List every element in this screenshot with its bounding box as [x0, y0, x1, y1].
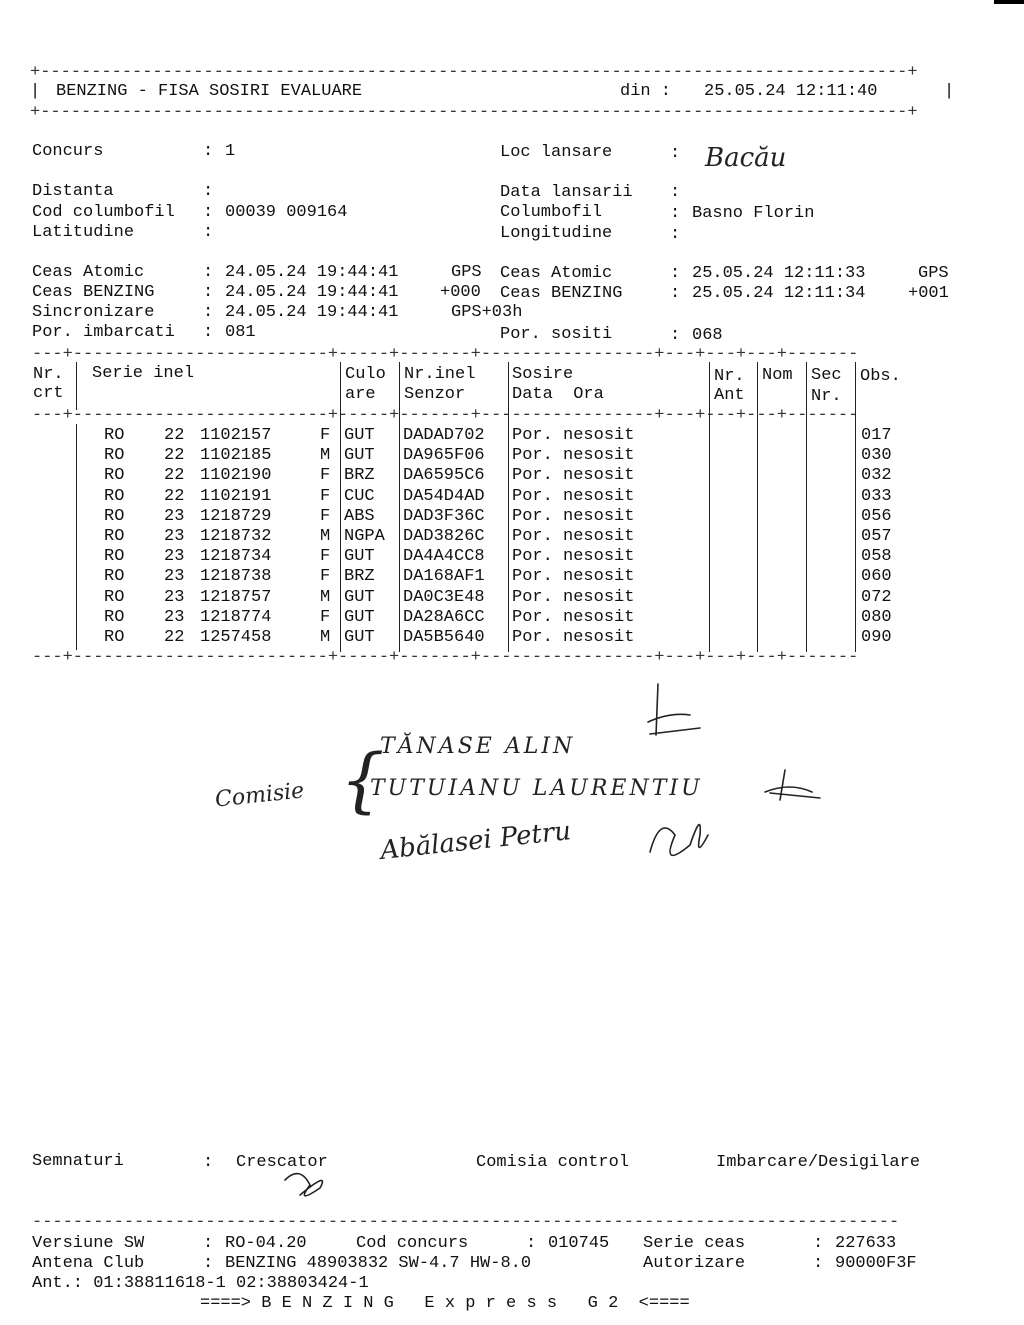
- colon: :: [813, 1234, 824, 1253]
- col-header-sec-nr: Nr.: [811, 387, 842, 406]
- colon: :: [526, 1234, 537, 1253]
- cell-sensor: DA5B5640: [403, 628, 485, 647]
- cell-status: Por. nesosit: [512, 527, 635, 546]
- colon: :: [203, 223, 214, 242]
- concurs-value: 1: [225, 142, 236, 161]
- clock-left-value: 24.05.24 19:44:41: [225, 263, 399, 282]
- cell-sensor: DA54D4AD: [403, 486, 485, 506]
- cell-year: 23: [164, 527, 185, 546]
- cell-sex: F: [320, 547, 331, 567]
- colon: :: [203, 182, 214, 201]
- cell-color: ABS: [344, 506, 375, 526]
- loc-lansare-label: Loc lansare: [500, 143, 613, 162]
- colon: :: [203, 203, 214, 222]
- header-border-top: +-------------------------------------------------------------------------------------+: [30, 63, 918, 82]
- cell-sex: M: [320, 527, 331, 546]
- cell-color: GUT: [344, 587, 375, 607]
- cell-status: Por. nesosit: [512, 506, 635, 526]
- cell-color: GUT: [344, 547, 375, 567]
- signature-3: [650, 825, 708, 856]
- cell-year: 22: [164, 466, 185, 486]
- handwritten-name-1: TĂNASE ALIN: [380, 734, 576, 759]
- clock-left-value: 24.05.24 19:44:41: [225, 303, 399, 322]
- signature-crescator: [285, 1174, 323, 1196]
- col-header-nr: Nr.: [33, 365, 64, 384]
- cell-sensor: DADAD702: [403, 426, 485, 445]
- cell-color: CUC: [344, 486, 375, 506]
- signature-2: [765, 770, 820, 800]
- cell-country: RO: [104, 547, 125, 567]
- cell-sex: F: [320, 486, 331, 506]
- cell-status: Por. nesosit: [512, 466, 635, 486]
- cell-country: RO: [104, 587, 125, 607]
- colon: :: [670, 204, 681, 223]
- cell-year: 23: [164, 547, 185, 567]
- cell-color: GUT: [344, 426, 375, 445]
- cell-status: Por. nesosit: [512, 446, 635, 466]
- col-header-data-ora: Data Ora: [512, 385, 604, 404]
- clock-right-label: Ceas BENZING: [500, 284, 623, 303]
- handwritten-name-3: Abălasei Petru: [378, 816, 573, 866]
- handwritten-name-2: TUTUIANU LAURENTIU: [370, 776, 703, 801]
- cell-country: RO: [104, 486, 125, 506]
- cell-sensor: DA0C3E48: [403, 587, 485, 607]
- colon: :: [203, 142, 214, 161]
- clock-left-suffix: +000: [440, 283, 481, 302]
- handwritten-brace: {: [340, 739, 385, 821]
- col-header-ant: Ant: [714, 386, 745, 405]
- cell-obs: 060: [861, 567, 892, 587]
- header-bar-left: |: [30, 82, 41, 101]
- col-header-serie-inel: Serie inel: [92, 364, 195, 383]
- cod-concurs-value: 010745: [548, 1234, 610, 1253]
- table-rule-bottom: ---+-------------------------+-----+-------+-----------------+---+---+---+-------: [32, 648, 859, 667]
- versiune-label: Versiune SW: [32, 1234, 145, 1253]
- columbofil-value: Basno Florin: [692, 204, 815, 223]
- comisia-control-label: Comisia control: [476, 1153, 630, 1172]
- cell-year: 22: [164, 426, 185, 445]
- cell-obs: 017: [861, 426, 892, 445]
- signature-1: [648, 684, 700, 735]
- columbofil-label: Columbofil: [500, 203, 603, 222]
- col-header-nom: Nom: [762, 366, 793, 385]
- antenna-ids: Ant.: 01:38811618-1 02:38803424-1: [32, 1274, 369, 1293]
- cell-obs: 072: [861, 587, 892, 607]
- cell-sex: M: [320, 628, 331, 647]
- colon: :: [203, 1234, 214, 1253]
- por-sositi-label: Por. sositi: [500, 325, 613, 344]
- clock-left-suffix: GPS: [451, 263, 482, 282]
- cell-ring: 1218738: [200, 567, 272, 587]
- cell-country: RO: [104, 466, 125, 486]
- cell-country: RO: [104, 628, 125, 647]
- cell-status: Por. nesosit: [512, 607, 635, 627]
- cell-sensor: DA4A4CC8: [403, 547, 485, 567]
- por-imbarcati-label: Por. imbarcati: [32, 323, 175, 342]
- clock-left-label: Ceas BENZING: [32, 283, 155, 302]
- colon: :: [203, 1153, 214, 1172]
- cell-obs: 058: [861, 547, 892, 567]
- cell-country: RO: [104, 567, 125, 587]
- cod-columbofil-label: Cod columbofil: [32, 203, 175, 222]
- table-rule-top: ---+-------------------------+-----+-------+-----------------+---+---+---+-------: [32, 345, 859, 364]
- cell-sensor: DA965F06: [403, 446, 485, 466]
- header-timestamp: 25.05.24 12:11:40: [704, 82, 878, 101]
- cell-status: Por. nesosit: [512, 567, 635, 587]
- antena-label: Antena Club: [32, 1254, 145, 1273]
- col-header-sosire: Sosire: [512, 365, 574, 384]
- colon: :: [670, 225, 681, 244]
- clock-right-suffix: GPS: [918, 264, 949, 283]
- cell-ring: 1102191: [200, 486, 272, 506]
- cell-sex: F: [320, 567, 331, 587]
- cell-obs: 090: [861, 628, 892, 647]
- cell-year: 23: [164, 587, 185, 607]
- cell-obs: 032: [861, 466, 892, 486]
- cell-sensor: DA6595C6: [403, 466, 485, 486]
- cell-ring: 1257458: [200, 628, 272, 647]
- data-lansarii-label: Data lansarii: [500, 183, 633, 202]
- cell-status: Por. nesosit: [512, 486, 635, 506]
- cell-sex: M: [320, 446, 331, 466]
- cell-sensor: DAD3F36C: [403, 506, 485, 526]
- clock-left-label: Ceas Atomic: [32, 263, 145, 282]
- colon: :: [203, 303, 214, 322]
- cell-ring: 1218732: [200, 527, 272, 546]
- colon: :: [670, 326, 681, 345]
- colon: :: [203, 1254, 214, 1273]
- longitudine-label: Longitudine: [500, 224, 613, 243]
- cell-country: RO: [104, 426, 125, 445]
- cell-sex: F: [320, 426, 331, 445]
- semnaturi-label: Semnaturi: [32, 1152, 124, 1171]
- crescator-label: Crescator: [236, 1153, 328, 1172]
- antena-value: BENZING 48903832 SW-4.7 HW-8.0: [225, 1254, 532, 1273]
- cell-obs: 030: [861, 446, 892, 466]
- cell-status: Por. nesosit: [512, 426, 635, 445]
- cell-sex: F: [320, 506, 331, 526]
- por-imbarcati-value: 081: [225, 323, 256, 342]
- col-header-senzor: Senzor: [404, 385, 466, 404]
- colon: :: [670, 183, 681, 202]
- cell-year: 22: [164, 628, 185, 647]
- header-din-label: din :: [620, 82, 672, 101]
- cell-status: Por. nesosit: [512, 587, 635, 607]
- cell-sensor: DAD3826C: [403, 527, 485, 546]
- cod-columbofil-value: 00039 009164: [225, 203, 348, 222]
- cell-obs: 080: [861, 607, 892, 627]
- cell-ring: 1218729: [200, 506, 272, 526]
- cell-country: RO: [104, 527, 125, 546]
- cell-sensor: DA168AF1: [403, 567, 485, 587]
- cell-color: BRZ: [344, 567, 375, 587]
- cell-sensor: DA28A6CC: [403, 607, 485, 627]
- col-header-crt: crt: [33, 384, 64, 403]
- cell-year: 23: [164, 506, 185, 526]
- col-header-culoare: Culo: [345, 365, 386, 384]
- colon: :: [670, 264, 681, 283]
- cell-color: GUT: [344, 628, 375, 647]
- col-header-nr-ant: Nr.: [714, 367, 745, 386]
- cell-sex: F: [320, 607, 331, 627]
- header-bar-right: |: [944, 82, 955, 101]
- cell-ring: 1218774: [200, 607, 272, 627]
- cell-ring: 1218734: [200, 547, 272, 567]
- cell-year: 22: [164, 486, 185, 506]
- cell-obs: 057: [861, 527, 892, 546]
- cell-country: RO: [104, 446, 125, 466]
- footer-rule: -------------------------------------------------------------------------------------: [32, 1213, 900, 1232]
- cell-country: RO: [104, 607, 125, 627]
- colon: :: [203, 263, 214, 282]
- cell-country: RO: [104, 506, 125, 526]
- clock-right-value: 25.05.24 12:11:33: [692, 264, 866, 283]
- cell-status: Por. nesosit: [512, 547, 635, 567]
- autorizare-label: Autorizare: [643, 1254, 746, 1273]
- concurs-label: Concurs: [32, 142, 104, 161]
- handwritten-comisie: Comisie: [213, 778, 306, 813]
- colon: :: [670, 284, 681, 303]
- colon: :: [203, 283, 214, 302]
- versiune-value: RO-04.20: [225, 1234, 307, 1253]
- cell-year: 23: [164, 567, 185, 587]
- col-header-nr-inel: Nr.inel: [404, 365, 476, 384]
- cell-ring: 1102157: [200, 426, 272, 445]
- cell-status: Por. nesosit: [512, 628, 635, 647]
- colon: :: [813, 1254, 824, 1273]
- colon: :: [203, 323, 214, 342]
- col-header-obs: Obs.: [860, 367, 901, 386]
- clock-right-suffix: +001: [908, 284, 949, 303]
- serie-ceas-value: 227633: [835, 1234, 897, 1253]
- clock-right-value: 25.05.24 12:11:34: [692, 284, 866, 303]
- cell-obs: 033: [861, 486, 892, 506]
- cell-color: BRZ: [344, 466, 375, 486]
- cell-color: GUT: [344, 446, 375, 466]
- latitudine-label: Latitudine: [32, 223, 135, 242]
- cell-color: GUT: [344, 607, 375, 627]
- col-header-culoare-2: are: [345, 385, 376, 404]
- imbarcare-label: Imbarcare/Desigilare: [716, 1153, 921, 1172]
- table-rule-header: ---+-------------------------+-----+-------+-----------------+---+---+---+-------: [32, 406, 859, 425]
- serie-ceas-label: Serie ceas: [643, 1234, 746, 1253]
- colon: :: [670, 144, 681, 163]
- cell-ring: 1102190: [200, 466, 272, 486]
- autorizare-value: 90000F3F: [835, 1254, 917, 1273]
- cod-concurs-label: Cod concurs: [356, 1234, 469, 1253]
- cell-year: 22: [164, 446, 185, 466]
- col-header-sec: Sec: [811, 366, 842, 385]
- por-sositi-value: 068: [692, 326, 723, 345]
- header-border-bottom: +-------------------------------------------------------------------------------------+: [30, 103, 918, 122]
- benzing-express-banner: ====> B E N Z I N G E x p r e s s G 2 <====: [200, 1294, 690, 1313]
- distanta-label: Distanta: [32, 182, 114, 201]
- loc-lansare-handwritten: Bacău: [705, 143, 787, 173]
- clock-left-label: Sincronizare: [32, 303, 155, 322]
- cell-ring: 1218757: [200, 587, 272, 607]
- clock-right-label: Ceas Atomic: [500, 264, 613, 283]
- clock-left-value: 24.05.24 19:44:41: [225, 283, 399, 302]
- cell-color: NGPA: [344, 527, 385, 546]
- cell-year: 23: [164, 607, 185, 627]
- cell-sex: M: [320, 587, 331, 607]
- clock-left-suffix: GPS+03h: [451, 303, 523, 322]
- cell-sex: F: [320, 466, 331, 486]
- cell-obs: 056: [861, 506, 892, 526]
- header-title: BENZING - FISA SOSIRI EVALUARE: [56, 82, 363, 101]
- cell-ring: 1102185: [200, 446, 272, 466]
